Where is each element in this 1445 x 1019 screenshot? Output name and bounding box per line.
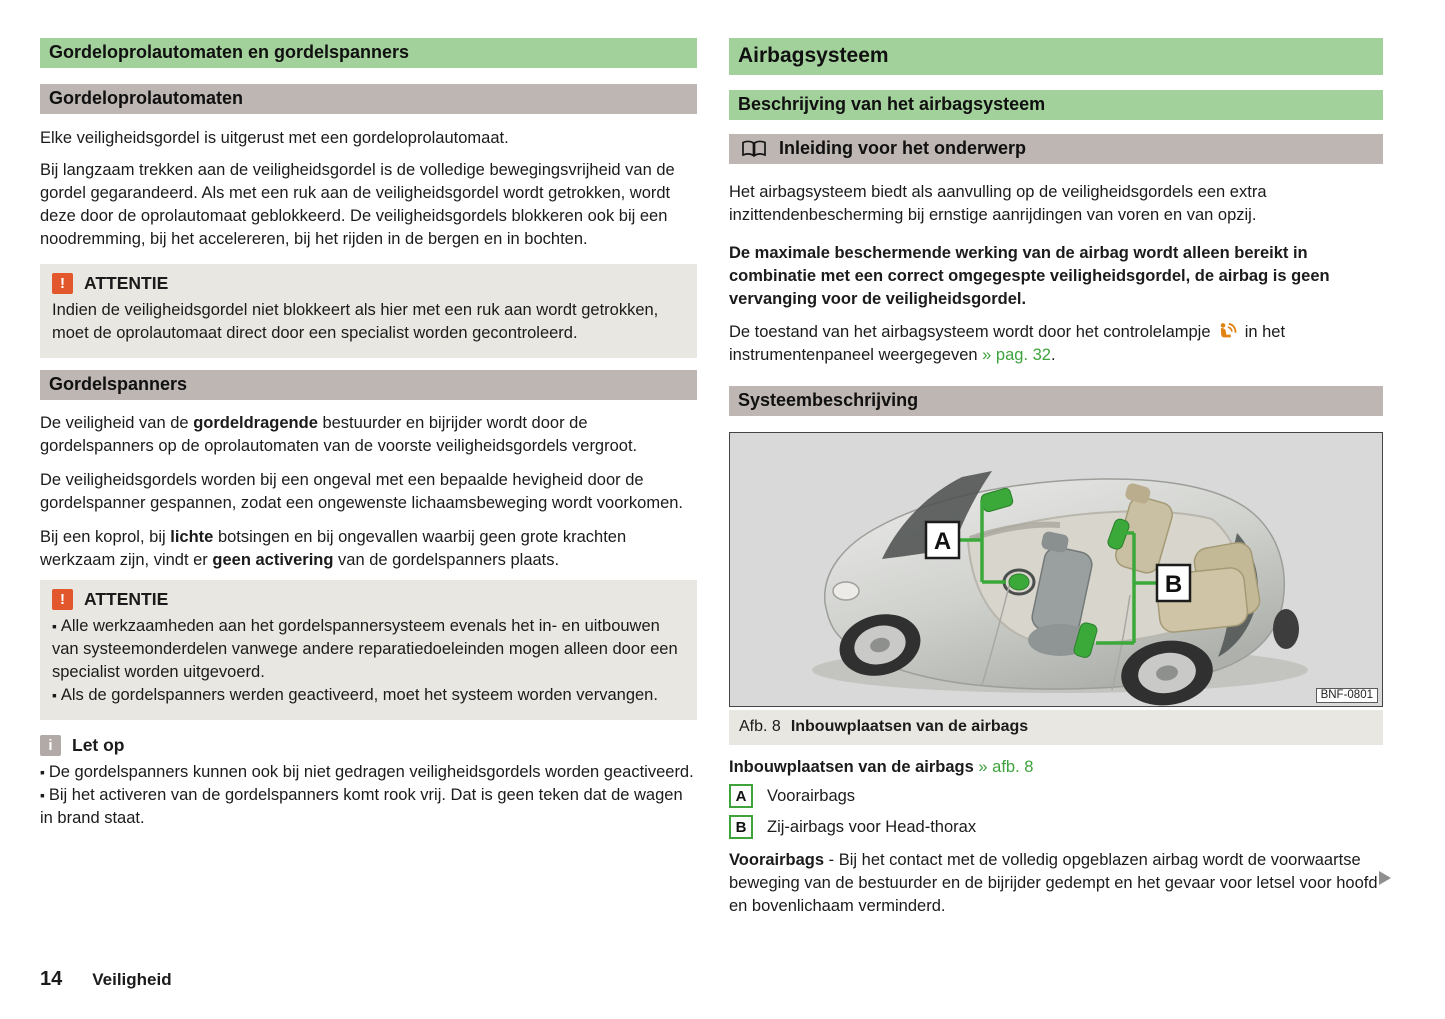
continuation-arrow-icon: [1379, 871, 1391, 885]
section-heading-beschrijving: Beschrijving van het airbagsysteem: [729, 90, 1383, 120]
paragraph: Elke veiligheidsgordel is uitgerust met een gordeloprolautomaat.: [40, 129, 509, 147]
note-list-item: ▪ De gordelspanners kunnen ook bij niet gedragen veiligheidsgordels worden geactiveerd.: [40, 761, 695, 784]
paragraph-bold: De maximale beschermende werking van de airbag wordt alleen bereikt in combinatie met een correct omgegespte veiligheidsgordel, de airbag is geen vervanging voor de veiligheidsgordel.: [729, 244, 1330, 308]
info-icon: i: [40, 735, 61, 756]
legend-item-a: A Voorairbags: [729, 784, 1383, 808]
note-list-item: ▪ Bij het activeren van de gordelspanners komt rook vrij. Dat is geen teken dat de wagen in brand staat.: [40, 784, 695, 830]
figure-code: BNF-0801: [1316, 688, 1378, 703]
subsection-heading-gordeloprolautomaten: Gordeloprolautomaten: [40, 84, 697, 114]
figure-caption: Afb. 8 Inbouwplaatsen van de airbags: [729, 710, 1383, 745]
attention-list-item: ▪ Als de gordelspanners werden geactiveerd, moet het systeem worden vervangen.: [52, 684, 683, 707]
chapter-heading-airbagsysteem: Airbagsysteem: [729, 38, 1383, 75]
paragraph: De veiligheidsgordels worden bij een ongeval met een bepaalde hevigheid door de gordelspanner gespannen, zodat een ongewenste lichaamsbeweging wordt voorkomen.: [40, 471, 684, 512]
steering-airbag-marker: [1009, 574, 1029, 590]
svg-text:B: B: [1164, 571, 1183, 598]
attention-label: ATTENTIE: [84, 273, 169, 293]
attention-box: [40, 580, 697, 720]
note-box-title: [40, 735, 695, 756]
airbag-locations-illustration: [730, 433, 1382, 706]
paragraph: De veiligheid van de gordeldragende bestuurder en bijrijder wordt door de gordelspanners op de oprolautomaten van de voorste veiligheidsgordels vergroot.: [40, 414, 638, 455]
legend-key-b: B: [729, 815, 753, 839]
attention-label: ATTENTIE: [84, 589, 169, 609]
attention-box-title: [52, 273, 683, 294]
paragraph: De toestand van het airbagsysteem wordt door het controlelampje in het instrumentenpaneel weergegeven » pag. 32.: [729, 323, 1286, 364]
right-column: [729, 38, 1383, 918]
subsection-heading-gordelspanners: Gordelspanners: [40, 370, 697, 400]
attention-list-item: ▪ Alle werkzaamheden aan het gordelspannersysteem evenals het in- en uitbouwen van systeemonderdelen vanwege andere reparatiedoeleinden mogen alleen door een specialist worden uitgevoerd.: [52, 615, 683, 684]
attention-box-title: [52, 589, 683, 610]
topic-heading-inleiding: Inleiding voor het onderwerp: [729, 134, 1383, 164]
note-box: [40, 726, 697, 830]
figure-reference-link[interactable]: » afb. 8: [978, 758, 1034, 776]
attention-text: Indien de veiligheidsgordel niet blokkeert als hier met een ruk aan wordt getrokken, moet de oprolautomaat direct door een specialist worden gecontroleerd.: [52, 301, 659, 342]
page-number: 14: [40, 968, 63, 990]
book-icon: [741, 140, 767, 158]
figure-label-a: [926, 522, 959, 558]
chapter-name: Veiligheid: [92, 970, 172, 989]
figure-airbag-locations: [729, 432, 1383, 707]
legend-item-b: B Zij-airbags voor Head-thorax: [729, 815, 1383, 839]
page-footer: [40, 968, 172, 991]
legend-title: Inbouwplaatsen van de airbags » afb. 8: [729, 758, 1034, 776]
left-column: [40, 38, 697, 830]
note-label: Let op: [72, 735, 125, 755]
paragraph: Het airbagsysteem biedt als aanvulling op de veiligheidsgordels een extra inzittendenbescherming bij ernstige aanrijdingen van voren en van opzij.: [729, 183, 1267, 224]
paragraph: Voorairbags - Bij het contact met de volledig opgeblazen airbag wordt de voorwaartse beweging van de bestuurder en de bijrijder gedempt en het gevaar voor letsel voor hoofd en bovenlichaam verminderd.: [729, 851, 1378, 915]
svg-text:A: A: [933, 528, 952, 555]
legend-key-a: A: [729, 784, 753, 808]
exclamation-icon: !: [52, 273, 73, 294]
airbag-warning-lamp-icon: [1218, 322, 1237, 339]
paragraph: Bij een koprol, bij lichte botsingen en bij ongevallen waarbij geen grote krachten werkzaam zijn, vindt er geen activering van de gordelspanners plaats.: [40, 528, 627, 569]
section-heading-gordeloprolautomaten-en-gordelspanners: Gordeloprolautomaten en gordelspanners: [40, 38, 697, 68]
page-reference-link[interactable]: » pag. 32: [982, 346, 1051, 364]
subsection-heading-systeembeschrijving: Systeembeschrijving: [729, 386, 1383, 416]
attention-box: [40, 264, 697, 358]
figure-label-b: [1157, 565, 1190, 601]
exclamation-icon: !: [52, 589, 73, 610]
paragraph: Bij langzaam trekken aan de veiligheidsgordel is de volledige bewegingsvrijheid van de gordel gegarandeerd. Als met een ruk aan de veiligheidsgordel wordt getrokken, wordt deze door de oprolautomaat geblokkeerd. De veiligheidsgordels blokkeren ook bij een noodremming, bij het accelereren, bij het rijden in de bergen en in bochten.: [40, 161, 675, 248]
figure-number: Afb. 8: [739, 718, 781, 735]
